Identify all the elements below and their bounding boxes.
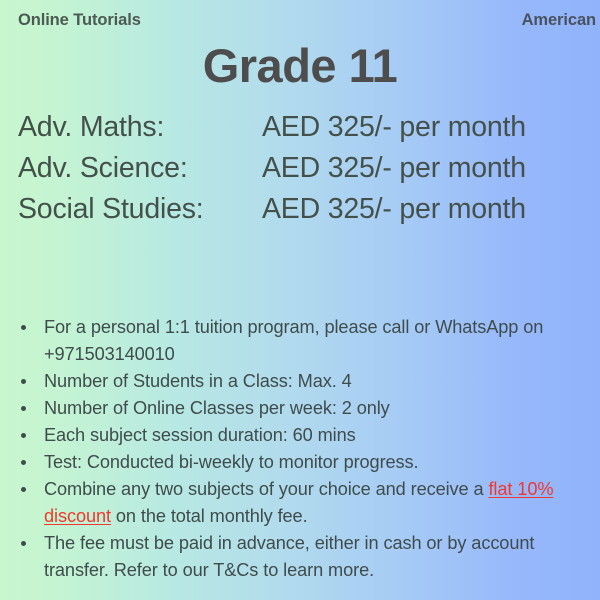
list-item: [18, 395, 588, 422]
subject-price: AED 325/- per month: [262, 193, 526, 225]
bullet-icon: [21, 487, 26, 492]
list-item-text-before: Combine any two subjects of your choice and receive a: [44, 479, 489, 499]
pricing-row: [18, 111, 584, 152]
bullet-icon: [21, 460, 26, 465]
pricing-row: [18, 152, 584, 193]
pricing-row: [18, 193, 584, 234]
poster-header: [0, 6, 600, 34]
bullet-icon: [21, 433, 26, 438]
list-item-text-after: on the total monthly fee.: [110, 506, 308, 526]
curriculum-label: American: [521, 10, 596, 29]
list-item-text: For a personal 1:1 tuition program, please call or WhatsApp on +971503140010: [44, 317, 544, 364]
list-item-text: Each subject session duration: 60 mins: [44, 425, 356, 445]
list-item: [18, 449, 588, 476]
list-item: [18, 422, 588, 449]
page-title: Grade 11: [202, 39, 398, 92]
subject-label: Adv. Maths:: [18, 111, 165, 143]
pricing-table: [18, 111, 584, 234]
list-item: [18, 314, 588, 368]
list-item: [18, 530, 588, 584]
list-item-text: Number of Students in a Class: Max. 4: [44, 371, 352, 391]
bullet-icon: [21, 541, 26, 546]
bullet-icon: [21, 406, 26, 411]
discount-highlight: flat 10% discount: [44, 479, 554, 526]
subject-price: AED 325/- per month: [262, 111, 526, 143]
subject-label: Social Studies:: [18, 193, 204, 225]
notes-list: [18, 314, 588, 584]
bullet-icon: [21, 379, 26, 384]
list-item-text: Test: Conducted bi-weekly to monitor progress.: [44, 452, 419, 472]
list-item-text: Number of Online Classes per week: 2 only: [44, 398, 390, 418]
bullet-icon: [21, 325, 26, 330]
list-item-discount: [18, 476, 588, 530]
subject-label: Adv. Science:: [18, 152, 188, 184]
list-item: [18, 368, 588, 395]
subject-price: AED 325/- per month: [262, 152, 526, 184]
list-item-text: The fee must be paid in advance, either in cash or by account transfer. Refer to our T&Cs to learn more.: [44, 533, 535, 580]
brand-label: Online Tutorials: [18, 10, 141, 29]
